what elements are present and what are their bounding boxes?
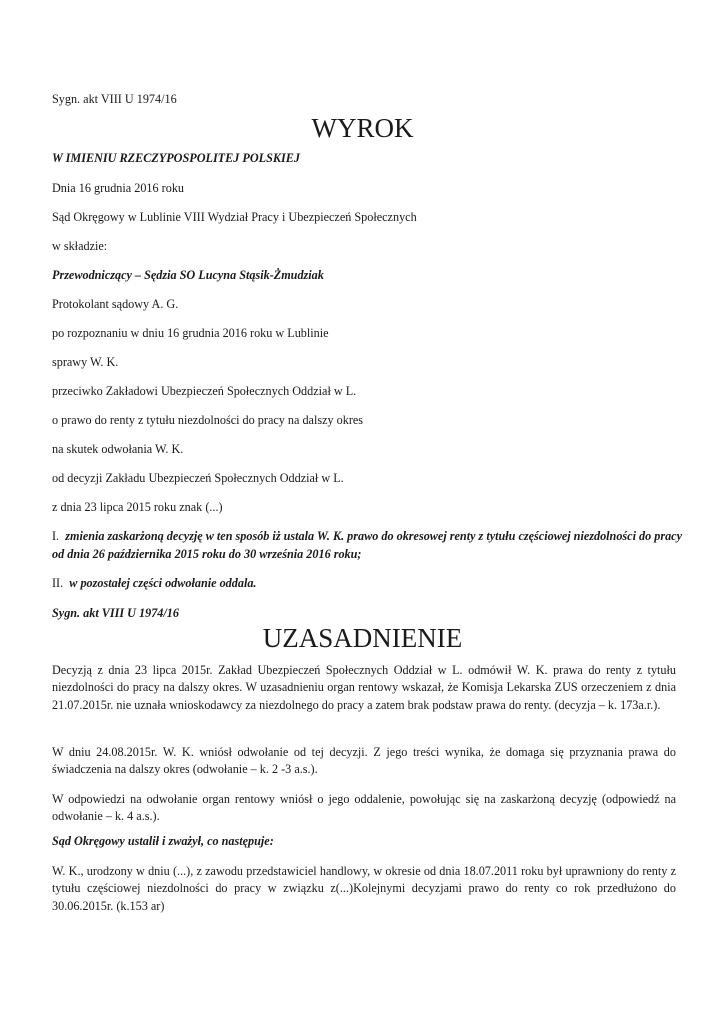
verdict-point-1-text: zmienia zaskarżoną decyzję w ten sposób iż ustala W. K. prawo do okresowej renty z tytułu częściowej niezdolności do pracy od dnia 26 października 2015 roku do 30 września 2016 roku; [52, 529, 683, 561]
verdict-point-1 [52, 528, 682, 563]
findings-paragraph: W. K., urodzony w dniu (...), z zawodu przedstawiciel handlowy, w okresie od dnia 18.07.2011 roku był uprawniony do renty z tytułu częściowej niezdolności do pracy w związku z(...)Kolejnymi decyzjami prawo do renty co rok przedłużono do 30.06.2015r. (k.153 ar) [52, 864, 676, 913]
verdict-point-2-text: w pozostałej części odwołanie oddala. [69, 576, 257, 590]
preamble-date: Dnia 16 grudnia 2016 roku [52, 181, 185, 195]
preamble-case: sprawy W. K. [52, 355, 119, 369]
verdict-point-2 [52, 575, 682, 593]
verdict-point-2-number: II. [52, 576, 64, 590]
preamble-hearing: po rozpoznaniu w dniu 16 grudnia 2016 roku w Lublinie [52, 326, 329, 340]
case-signature: Sygn. akt VIII U 1974/16 [52, 92, 177, 106]
preamble-court: Sąd Okręgowy w Lublinie VIII Wydział Pracy i Ubezpieczeń Społecznych [52, 210, 417, 224]
justification-signature: Sygn. akt VIII U 1974/16 [52, 606, 179, 620]
justification-paragraph-2: W dniu 24.08.2015r. W. K. wniósł odwołanie od tej decyzji. Z jego treści wynika, że domaga się przyznania prawa do świadczenia na dalszy okres (odwołanie – k. 2 -3 a.s.). [52, 745, 676, 777]
preamble-defendant: przeciwko Zakładowi Ubezpieczeń Społecznych Oddział w L. [52, 384, 357, 398]
preamble-decision-date: z dnia 23 lipca 2015 roku znak (...) [52, 500, 223, 514]
preamble-clerk: Protokolant sądowy A. G. [52, 297, 179, 311]
verdict-point-1-number: I. [52, 529, 60, 543]
preamble-composition: w składzie: [52, 239, 108, 253]
justification-paragraph-1: Decyzją z dnia 23 lipca 2015r. Zakład Ubezpieczeń Społecznych Oddział w L. odmówił W. K. prawa do renty z tytułu niezdolności do pracy na dalszy okres. W uzasadnieniu organ rentowy wskazał, że Komisja Lekarska ZUS orzeczeniem z dnia 21.07.2015r. nie uznała wnioskodawcy za niezdolnego do pracy a zatem brak podstaw prawa do renty. (decyzja – k. 173a.r.). [52, 663, 676, 712]
preamble-presiding-judge: Przewodniczący – Sędzia SO Lucyna Stąsik-Żmudziak [52, 268, 324, 282]
justification-title: UZASADNIENIE [262, 623, 463, 653]
findings-heading: Sąd Okręgowy ustalił i zważył, co następuje: [52, 834, 274, 848]
preamble-appeal: na skutek odwołania W. K. [52, 442, 184, 456]
verdict-title: WYROK [311, 113, 414, 143]
preamble-subject: o prawo do renty z tytułu niezdolności do pracy na dalszy okres [52, 413, 364, 427]
preamble-decision: od decyzji Zakładu Ubezpieczeń Społecznych Oddział w L. [52, 471, 344, 485]
invocation-line: W IMIENIU RZECZYPOSPOLITEJ POLSKIEJ [52, 151, 300, 165]
justification-paragraph-3: W odpowiedzi na odwołanie organ rentowy wniósł o jego oddalenie, powołując się na zaskarżoną decyzję (odpowiedź na odwołanie – k. 4 a.s.). [52, 792, 676, 824]
